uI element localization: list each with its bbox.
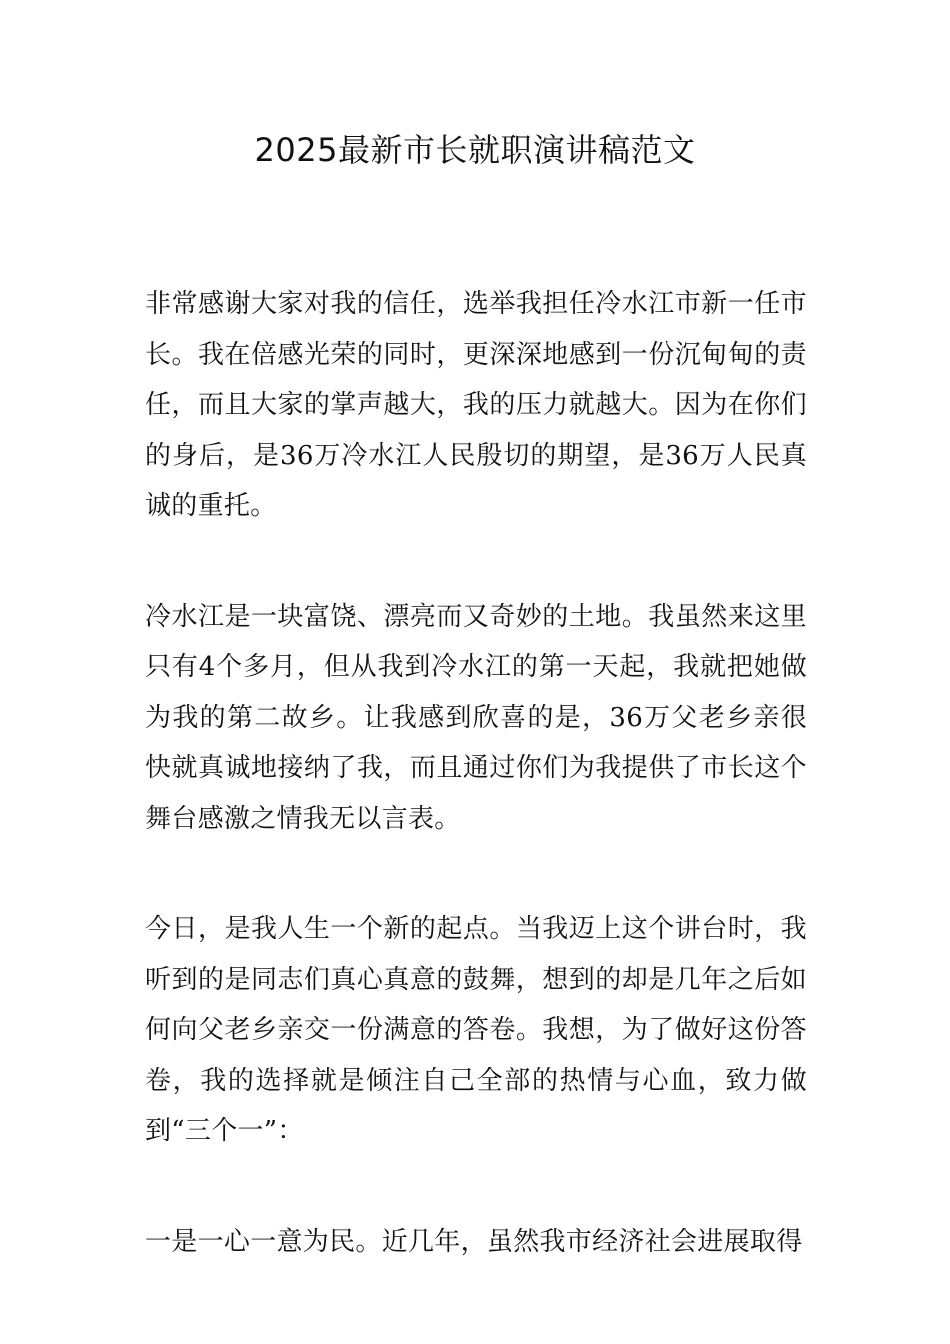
document-body [145,279,807,1327]
paragraph: 一是一心一意为民。近几年，虽然我市经济社会进展取得 [145,1226,803,1257]
paragraph: 冷水江是一块富饶、漂亮而又奇妙的土地。我虽然来这里只有4个多月，但从我到冷水江的第一天起，我就把她做为我的第二故乡。让我感到欣喜的是，36万父老乡亲很快就真诚地接纳了我，而且通过你们为我提供了市长这个舞台感激之情我无以言表。 [145,601,807,834]
document-title: 2025最新市长就职演讲稿范文 [254,131,696,169]
paragraph: 今日，是我人生一个新的起点。当我迈上这个讲台时，我听到的是同志们真心真意的鼓舞，想到的却是几年之后如何向父老乡亲交一份满意的答卷。我想，为了做好这份答卷，我的选择就是倾注自己全部的热情与心血，致力做到“三个一”： [145,914,807,1146]
paragraph: 非常感谢大家对我的信任，选举我担任冷水江市新一任市长。我在倍感光荣的同时，更深深地感到一份沉甸甸的责任，而且大家的掌声越大，我的压力就越大。因为在你们的身后，是36万冷水江人民殷切的期望，是36万人民真诚的重托。 [145,289,807,521]
